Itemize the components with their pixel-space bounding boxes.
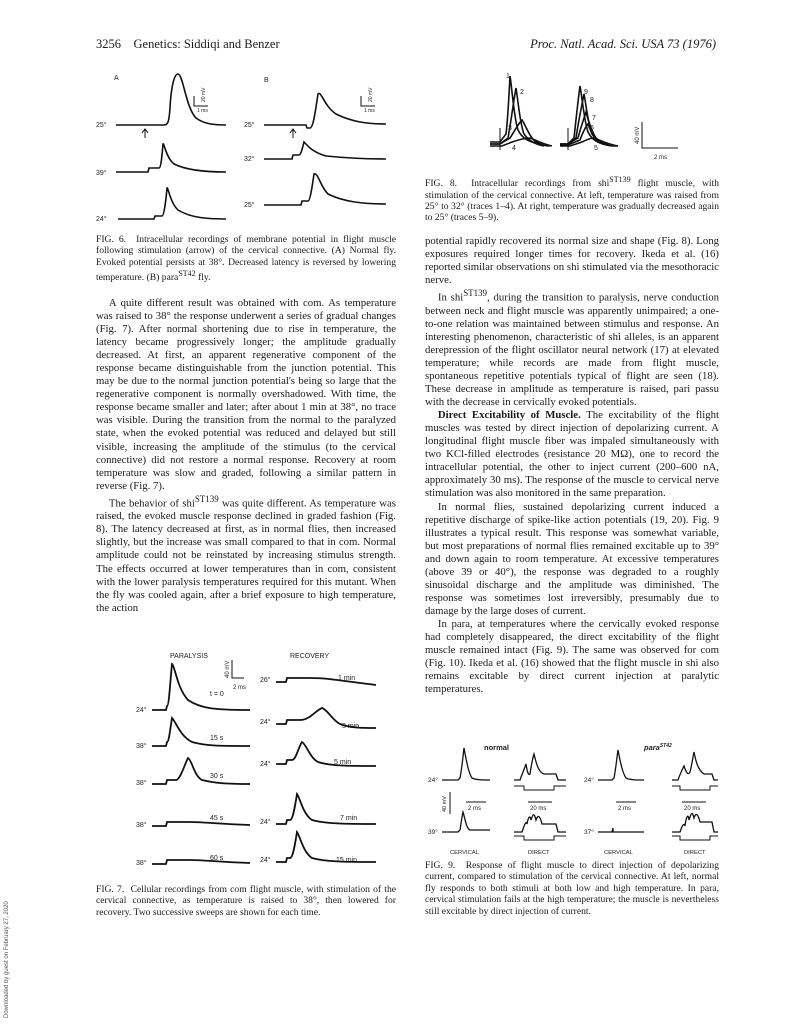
figure-9-traces [428, 740, 720, 858]
fig7-paralysis-temp-4: 38° [136, 822, 147, 829]
fig9-normal-cervical-bottom [442, 812, 490, 832]
fig6-caption-end: fly. [195, 272, 211, 284]
fig8-scale-time: 2 ms [654, 155, 668, 161]
fig8-label-5: 5 [594, 145, 598, 152]
right-paragraph-2 [425, 287, 719, 409]
fig6-b-stim-arrow [290, 129, 296, 138]
fig7-paralysis-temp-3: 38° [136, 780, 147, 787]
right-p2-text: , during the transition to paralysis, nerve conduction between neck and flight muscle was apparently unimpaired; a one-to-one relation was maintained between stimulus and response. An interesting phenomenon, characteristic of shi alleles, is an apparent derepression of the flight oscillator neural network (17) at elevated temperature; while records are made from flight muscle, spontaneous repetitive potentials typical of flight are seen (18). These decrease in amplitude as temperature is raised, pari passu with the decrease in cervically evoked potentials. [425, 291, 719, 409]
fig7-recovery-trace-3 [276, 742, 376, 766]
section-heading-direct-excitability: Direct Excitability of Muscle. [437, 409, 581, 422]
fig7-paralysis-trace-3 [152, 758, 250, 784]
figure-6-caption [96, 234, 396, 284]
page-number: 3256 [96, 37, 121, 51]
fig7-title-paralysis: PARALYSIS [170, 653, 208, 660]
fig7-paralysis-trace-5 [152, 860, 250, 864]
fig8-label-1: 1 [506, 73, 510, 80]
fig9-para-direct-bottom [672, 814, 718, 832]
fig8-label-3: 3 [508, 125, 512, 132]
fig9-col-label-direct-para: DIRECT [684, 850, 706, 856]
figure-9 [428, 740, 720, 858]
fig6-b-trace-2 [264, 142, 386, 159]
fig7-recovery-time-3: 5 min [334, 759, 352, 766]
fig7-paralysis-time-4: 45 s [210, 815, 224, 822]
fig9-para-cervical-top [598, 750, 644, 780]
fig7-paralysis-temp-2: 38° [136, 743, 147, 750]
fig8-trace-2 [490, 88, 544, 146]
fig7-paralysis-time-2: 15 s [210, 735, 224, 742]
fig9-scale-time-4: 20 ms [684, 806, 701, 812]
fig7-recovery-temp-5: 24° [260, 857, 271, 864]
fig8-label-8: 8 [590, 97, 594, 104]
fig6-caption-sup: ST42 [178, 269, 196, 279]
fig6-panel-b-label: B [264, 77, 269, 84]
right-paragraph-5: In para, at temperatures where the cervically evoked response had completely disappeared, the direct excitability of the flight muscle remained intact (Fig. 9). The same was observed for com (Fig. 10). Ikeda et al. (16) showed that the flight muscle in shi also remains excitable by direct current injection at paralytic temperatures. [425, 617, 719, 696]
fig6-b-trace-3 [264, 174, 386, 205]
figure-8 [478, 68, 698, 168]
fig6-caption-label: FIG. 6. [96, 234, 127, 245]
fig6-b-temp-1: 25° [244, 122, 255, 129]
fig8-caption-pre: Intracellular recordings from shi [471, 178, 610, 190]
fig7-recovery-time-4: 7 min [340, 815, 358, 822]
fig9-scale-time-2: 20 ms [530, 806, 547, 812]
fig9-temp-top-right: 24° [584, 777, 594, 784]
fig8-label-2: 2 [520, 89, 524, 96]
fig8-label-7: 7 [592, 115, 596, 122]
left-paragraph-2 [96, 493, 396, 615]
fig9-normal-current-bottom [514, 836, 566, 840]
fig9-para-current-top [672, 786, 718, 790]
figure-7-traces [130, 648, 380, 880]
fig7-recovery-temp-1: 26° [260, 677, 271, 684]
fig9-scale-bar [442, 792, 450, 814]
fig6-a-trace-2 [116, 144, 226, 172]
fig7-paralysis-time-5: 60 s [210, 855, 224, 862]
fig9-normal-current-top [514, 786, 566, 790]
fig9-caption-label: FIG. 9. [425, 860, 456, 871]
fig8-label-9: 9 [584, 89, 588, 96]
fig7-recovery-time-5: 15 min [336, 857, 358, 864]
figure-7 [130, 648, 380, 880]
fig9-caption-text: Response of flight muscle to direct injection of depolarizing current, compared to stimulation of the cervical connective. At left, normal fly responds to both stimuli at both low and high temperature. In para, cervical stimulation fails at the high temperature; the muscle is nevertheless still excitable by direct injection of current. [425, 860, 719, 917]
fig6-scale-bar-a [194, 87, 208, 114]
fig6-a-stim-arrow [142, 129, 148, 138]
fig9-title-para-sup: ST42 [659, 743, 672, 749]
figure-6-traces [96, 68, 396, 230]
fig7-recovery-temp-3: 24° [260, 761, 271, 768]
fig7-paralysis-trace-4 [152, 822, 250, 826]
fig7-recovery-trace-4 [276, 794, 376, 824]
fig7-paralysis-time-1: t = 0 [210, 691, 224, 698]
fig6-a-trace-3 [118, 188, 226, 219]
fig7-recovery-trace-5 [276, 832, 376, 862]
left-column-text [96, 297, 396, 615]
download-side-note: Downloaded by guest on February 27, 2020 [4, 901, 10, 1018]
fig6-panel-a-label: A [114, 75, 119, 82]
fig8-caption-text: flight muscle, with stimulation of the cervical connective. At left, temperature was raised from 25° to 32° (traces 1–4). At right, temperature was gradually decreased again to 25° (traces 5–9). [425, 178, 720, 224]
fig9-title-para [643, 743, 672, 752]
fig6-b-temp-3: 25° [244, 202, 255, 209]
fig6-a-trace-1 [116, 74, 226, 125]
fig8-caption-label: FIG. 8. [425, 178, 458, 190]
right-p3-text: The excitability of the flight muscles was tested by direct injection of depolarizing current. A longitudinal flight muscle fiber was impaled simultaneously with two KCl-filled electrodes (resistance 20 MΩ), one to record the intracellular potential, the other to inject current (200–600 nA, approximately 30 ms). The response of the muscle to cervical nerve stimulation was also monitored in the same preparation. [425, 409, 719, 500]
fig6-caption-text: Intracellular recordings of membrane potential in flight muscle following stimulation (arrow) of the cervical connective. (A) Normal fly. Evoked potential persists at 38°. Decreased latency is reversed by lowering temperature. (B) para [96, 234, 397, 284]
fig8-scale-bar [635, 122, 678, 161]
fig7-scale-bar [225, 660, 246, 691]
page-header [96, 37, 716, 53]
fig6-a-temp-1: 25° [96, 122, 107, 129]
fig7-paralysis-temp-5: 38° [136, 860, 147, 867]
fig9-title-normal: normal [484, 743, 510, 752]
fig6-scale-bar-b [361, 87, 375, 114]
fig7-recovery-time-2: 3 min [342, 723, 360, 730]
fig9-temp-bottom-right: 37° [584, 829, 594, 836]
fig8-scale-voltage: 40 mV [635, 126, 641, 144]
fig7-paralysis-time-3: 30 s [210, 773, 224, 780]
fig7-recovery-trace-2 [276, 708, 376, 728]
fig7-scale-voltage: 40 mV [225, 660, 231, 678]
fig9-col-label-direct-normal: DIRECT [528, 850, 550, 856]
figure-7-caption [96, 884, 396, 918]
header-left [96, 37, 280, 52]
fig7-scale-time: 2 ms [233, 685, 247, 691]
fig6-scale-voltage-a: 20 mV [201, 87, 207, 102]
fig9-para-cervical-bottom [598, 828, 644, 832]
fig8-trace-1 [490, 76, 540, 144]
fig6-b-temp-2: 32° [244, 156, 255, 163]
left-p2-text: was quite different. As temperature was raised, the evoked muscle response declined in graded fashion (Fig. 8). The latency decreased at first, as in normal flies, then increased slightly, but the increase was small compared to that in com. Normal amplitude could not be reinstated by increasing stimulus strength. The effects occurred at lower temperatures than in com, consistent with the lower paralysis temperatures required for this mutant. When the fly was cooled again, after a brief exposure to high temperature, the action [96, 497, 396, 614]
fig7-recovery-time-1: 1 min [338, 675, 356, 682]
fig9-temp-top-left: 24° [428, 777, 438, 784]
fig9-col-label-cervical-para: CERVICAL [604, 850, 633, 856]
fig9-temp-bottom-left: 39° [428, 829, 438, 836]
right-p2-sup: ST139 [463, 288, 488, 299]
right-paragraph-1: potential rapidly recovered its normal size and shape (Fig. 8). Long exposures required longer times for recovery. Ikeda et al. (16) reported similar observations on shi stimulated via the mesothoracic nerve. [425, 235, 719, 287]
fig8-label-4: 4 [512, 145, 516, 152]
fig7-recovery-trace-1 [276, 678, 376, 685]
left-p2-pre: The behavior of shi [108, 497, 195, 510]
fig6-a-temp-3: 24° [96, 216, 107, 223]
fig6-scale-voltage-b: 20 mV [368, 87, 374, 102]
fig9-para-direct-top [672, 752, 718, 780]
right-paragraph-3 [425, 409, 719, 500]
fig9-para-current-bottom [672, 836, 718, 840]
fig7-title-recovery: RECOVERY [290, 653, 330, 660]
fig9-scale-time-1: 2 ms [468, 806, 482, 812]
fig9-title-para-name: para [644, 743, 660, 752]
fig8-caption-sup: ST139 [609, 175, 631, 184]
left-p2-sup: ST139 [194, 493, 219, 504]
fig7-recovery-temp-2: 24° [260, 719, 271, 726]
journal-citation: Proc. Natl. Acad. Sci. USA 73 (1976) [530, 37, 716, 51]
right-paragraph-4: In normal flies, sustained depolarizing current induced a repetitive discharge of spike-like action potentials (19, 20). Fig. 9 illustrates a typical result. This response was somewhat variable, but most preparations of normal flies remained excitable up to 39° and down again to room temperature. At excessive temperatures (above 39 or 40°), the response was degraded to a roughly sinusoidal discharge and the amplitude was diminished. The response was sometimes lost irreversibly, presumably due to damage by the large doses of current. [425, 500, 719, 617]
figure-8-traces [478, 68, 698, 168]
fig9-normal-cervical-top [442, 748, 490, 780]
fig7-paralysis-trace-2 [152, 718, 250, 746]
fig7-recovery-temp-4: 24° [260, 819, 271, 826]
fig9-normal-direct-bottom [514, 815, 566, 832]
fig9-scale-voltage: 40 mV [442, 796, 448, 812]
figure-9-caption [425, 860, 719, 917]
fig6-a-temp-2: 39° [96, 170, 107, 177]
fig7-paralysis-temp-1: 24° [136, 707, 147, 714]
right-column-text [425, 235, 719, 696]
fig6-scale-time-a: 1 ms [197, 108, 208, 114]
fig9-scale-time-3: 2 ms [618, 806, 632, 812]
figure-6 [96, 68, 396, 230]
fig9-col-label-cervical-normal: CERVICAL [450, 850, 479, 856]
left-paragraph-1: A quite different result was obtained with com. As temperature was raised to 38° the response underwent a series of gradual changes (Fig. 7). After normal shortening due to rise in temperature, the latency became progressively longer; the amplitude gradually decreased. At first, an apparent regenerative component of the response became distinguishable from the junction potential. This may be due to the normal junction potential's being so large that the regenerative component is normally overshadowed. With time, the response became smaller and later; after about 1 min at 38°, no trace was visible. During the transition from the normal to the paralyzed state, when the evoked potential was reduced and delayed but still visible, increasing the amplitude of the stimulus (to the cervical connective) did not restore a normal response. Recovery at room temperature was slow and graded, following a similar pattern in reverse (Fig. 7). [96, 297, 396, 492]
right-p2-pre: In shi [437, 291, 464, 304]
fig6-scale-time-b: 1 ms [364, 108, 375, 114]
journal-section: Genetics: Siddiqi and Benzer [133, 37, 280, 51]
fig7-caption-label: FIG. 7. [96, 884, 125, 895]
figure-8-caption [425, 174, 719, 224]
fig9-normal-direct-top [514, 754, 566, 780]
fig7-caption-text: Cellular recordings from com flight muscle, with stimulation of the cervical connective, as temperature is raised to 38°, then lowered for recovery. Two successive sweeps are shown for each time. [96, 884, 397, 918]
fig8-label-6: 6 [590, 125, 594, 132]
